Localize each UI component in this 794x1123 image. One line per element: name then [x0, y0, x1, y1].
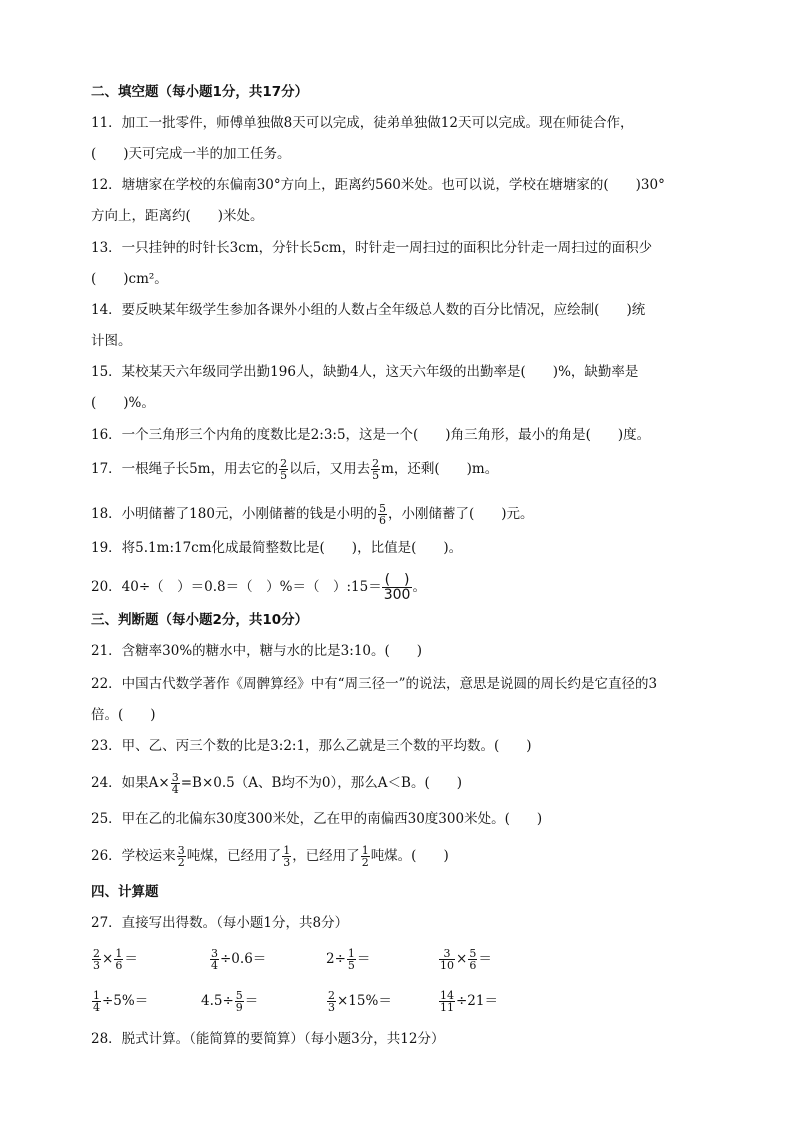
- question-13-line1: 13．一只挂钟的时针长3cm，分针长5cm，时针走一周扫过的面积比分针走一周扫过的面积少: [91, 240, 653, 256]
- fraction: $\frac{3}{2}$: [177, 844, 185, 869]
- question-12-line2: 方向上，距离约( )米处。: [91, 208, 264, 224]
- fraction: ( ) 300: [383, 572, 411, 603]
- calc-item-5: $\frac{1}{4}$ ÷5%＝: [93, 989, 149, 1014]
- question-24: 24．如果A× $\frac{3}{4}$ =B×0.5（A、B均不为0），那么A＜B。( ): [91, 771, 462, 796]
- question-14-line1: 14．要反映某年级学生参加各课外小组的人数占全年级总人数的百分比情况，应绘制( )统: [91, 302, 646, 318]
- calc-item-2: $\frac{3}{4}$ ÷0.6＝: [211, 947, 267, 972]
- fraction: $\frac{1}{3}$: [283, 844, 291, 869]
- fraction: $\frac{2}{5}$: [372, 457, 380, 482]
- question-19: 19．将5.1m:17cm化成最简整数比是( )，比值是( )。: [91, 540, 463, 556]
- calc-item-8: $\frac{14}{11}$ ÷21＝: [440, 989, 498, 1014]
- fraction: $\frac{5}{6}$: [378, 502, 386, 527]
- fraction: $\frac{1}{2}$: [361, 844, 369, 869]
- calc-item-6: 4.5÷ $\frac{5}{9}$ ＝: [201, 989, 259, 1014]
- question-11-line1: 11．加工一批零件，师傅单独做8天可以完成，徒弟单独做12天可以完成。现在师徒合作，: [91, 115, 634, 131]
- question-25: 25．甲在乙的北偏东30度300米处，乙在甲的南偏西30度300米处。( ): [91, 811, 543, 827]
- fraction: $\frac{2}{5}$: [280, 457, 288, 482]
- question-15-line2: ( )%。: [91, 395, 155, 411]
- question-23: 23．甲、乙、丙三个数的比是3:2:1，那么乙就是三个数的平均数。( ): [91, 738, 532, 754]
- question-27: 27．直接写出得数。（每小题1分，共8分）: [91, 915, 349, 931]
- question-16: 16．一个三角形三个内角的度数比是2:3:5，这是一个( )角三角形，最小的角是( )度。: [91, 427, 651, 443]
- calc-item-7: $\frac{2}{3}$ ×15%＝: [328, 989, 392, 1014]
- calc-item-4: $\frac{3}{10}$ × $\frac{5}{6}$ ＝: [440, 947, 492, 972]
- question-21: 21．含糖率30%的糖水中，糖与水的比是3:10。( ): [91, 643, 423, 659]
- question-28: 28．脱式计算。（能简算的要简算）（每小题3分，共12分）: [91, 1031, 445, 1047]
- question-18: 18．小明储蓄了180元，小刚储蓄的钱是小明的 $\frac{5}{6}$ ，小刚储蓄了( )元。: [91, 502, 534, 527]
- calc-item-1: $\frac{2}{3}$ × $\frac{1}{6}$ ＝: [93, 947, 138, 972]
- question-14-line2: 计图。: [91, 333, 132, 349]
- question-22-line2: 倍。( ): [91, 707, 156, 723]
- question-11-line2: ( )天可完成一半的加工任务。: [91, 146, 291, 162]
- question-22-line1: 22．中国古代数学著作《周髀算经》中有“周三径一”的说法，意思是说圆的周长约是它直径的3: [91, 676, 658, 692]
- question-20: 20．40÷（ ）＝0.8＝（ ）%＝（ ）:15＝ ( ) 300 。: [91, 572, 426, 603]
- section-calc-heading: 四、计算题: [91, 884, 159, 900]
- question-13-line2: ( )cm²。: [91, 271, 168, 287]
- question-12-line1: 12．塘塘家在学校的东偏南30°方向上，距离约560米处。也可以说，学校在塘塘家的( )30°: [91, 177, 665, 193]
- section-judge-heading: 三、判断题（每小题2分，共10分）: [91, 612, 309, 628]
- question-15-line1: 15．某校某天六年级同学出勤196人，缺勤4人，这天六年级的出勤率是( )%，缺勤率是: [91, 364, 639, 380]
- question-17: 17．一根绳子长5m，用去它的 $\frac{2}{5}$ 以后，又用去 $\frac{2}{5}$ m，还剩( )m。: [91, 457, 499, 482]
- question-26: 26．学校运来 $\frac{3}{2}$ 吨煤，已经用了 $\frac{1}{3}$ ，已经用了 $\frac{1}{2}$ 吨煤。( ): [91, 844, 449, 869]
- section-fill-blank-heading: 二、填空题（每小题1分，共17分）: [91, 84, 309, 100]
- fraction: $\frac{3}{4}$: [171, 771, 179, 796]
- calc-item-3: 2÷ $\frac{1}{5}$ ＝: [326, 947, 371, 972]
